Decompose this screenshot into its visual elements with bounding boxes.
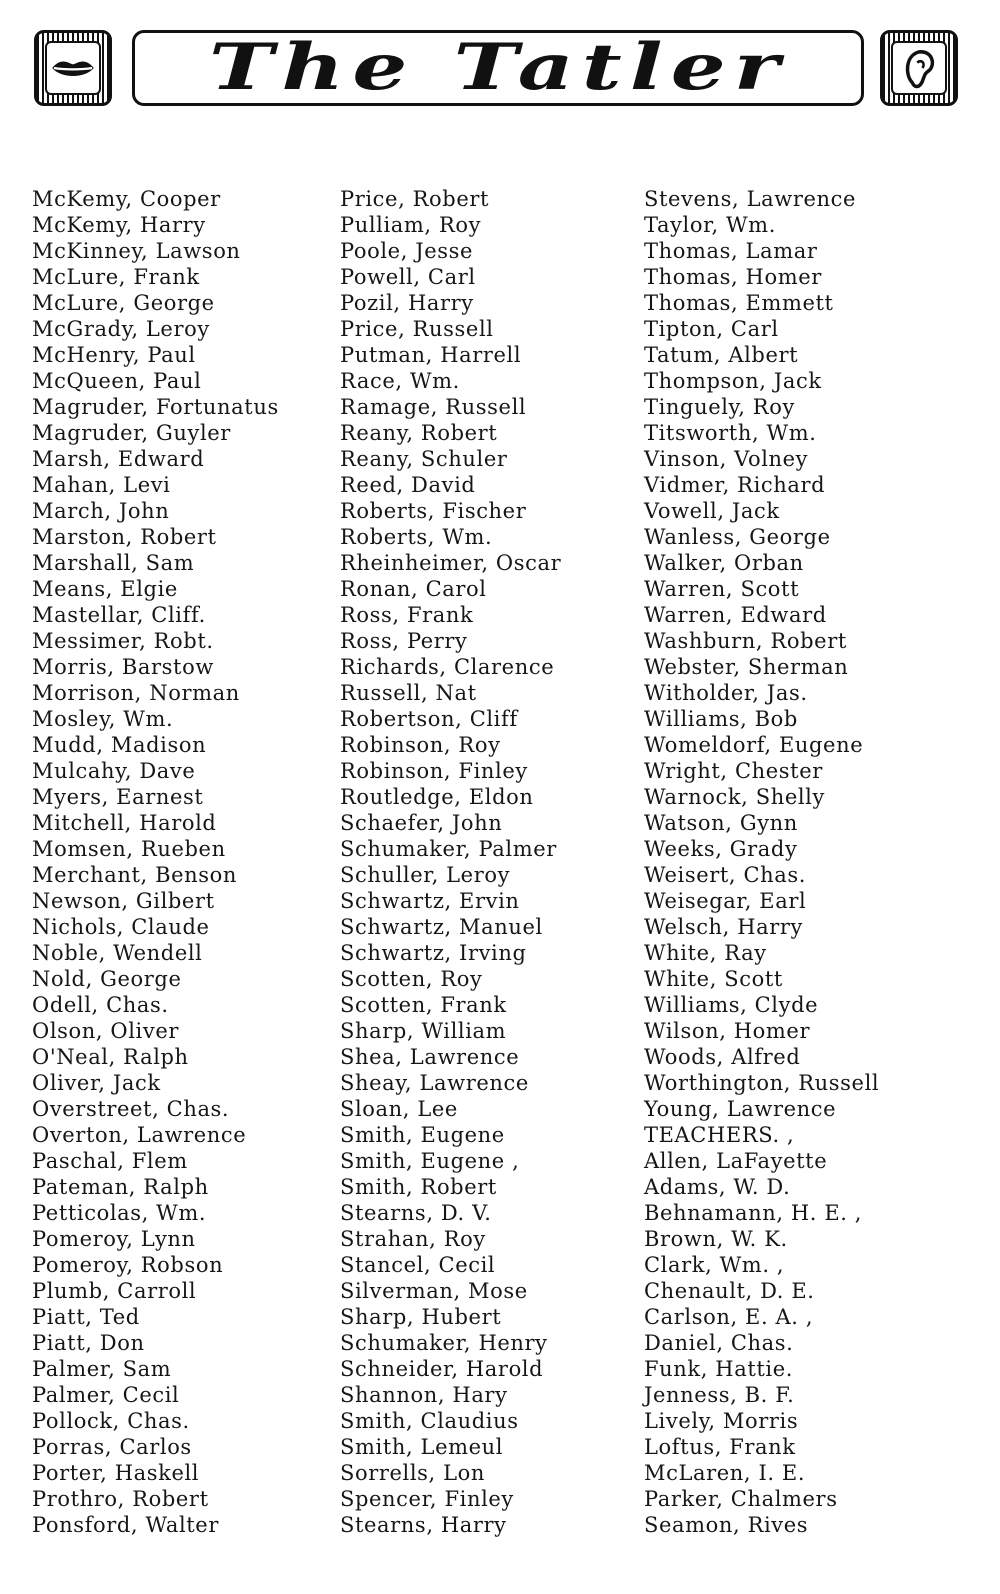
roster-name: Smith, Robert bbox=[340, 1175, 497, 1199]
roster-name: McKemy, Harry bbox=[32, 213, 206, 237]
roster-name: Jenness, B. F. bbox=[644, 1383, 795, 1407]
lips-emblem bbox=[34, 30, 112, 106]
roster-name: Loftus, Frank bbox=[644, 1435, 796, 1459]
roster-name: Strahan, Roy bbox=[340, 1227, 486, 1251]
roster-name: Race, Wm. bbox=[340, 369, 460, 393]
roster-name: Petticolas, Wm. bbox=[32, 1201, 207, 1225]
roster-name: Mitchell, Harold bbox=[32, 811, 217, 835]
roster-name: Titsworth, Wm. bbox=[644, 421, 817, 445]
roster-name: Lively, Morris bbox=[644, 1409, 799, 1433]
roster-name: Sharp, Hubert bbox=[340, 1305, 502, 1329]
roster-name: Silverman, Mose bbox=[340, 1279, 528, 1303]
roster-name: Mosley, Wm. bbox=[32, 707, 174, 731]
roster-name: Smith, Lemeul bbox=[340, 1435, 504, 1459]
roster-name: Piatt, Ted bbox=[32, 1305, 140, 1329]
roster-name: Messimer, Robt. bbox=[32, 629, 214, 653]
roster-name: Schwartz, Ervin bbox=[340, 889, 520, 913]
roster-name: Powell, Carl bbox=[340, 265, 476, 289]
roster-name: Shea, Lawrence bbox=[340, 1045, 520, 1069]
roster-name: Stancel, Cecil bbox=[340, 1253, 496, 1277]
roster-name: Washburn, Robert bbox=[644, 629, 847, 653]
roster-name: Myers, Earnest bbox=[32, 785, 204, 809]
roster-name: McHenry, Paul bbox=[32, 343, 196, 367]
roster-name: Schumaker, Henry bbox=[340, 1331, 548, 1355]
roster-name: Clark, Wm. , bbox=[644, 1253, 785, 1277]
roster-name: Adams, W. D. bbox=[644, 1175, 791, 1199]
roster-name: Roberts, Fischer bbox=[340, 499, 527, 523]
roster-name: Mulcahy, Dave bbox=[32, 759, 196, 783]
roster-name: White, Ray bbox=[644, 941, 767, 965]
roster-name: Richards, Clarence bbox=[340, 655, 555, 679]
roster-name: McKinney, Lawson bbox=[32, 239, 241, 263]
roster-name: Porter, Haskell bbox=[32, 1461, 200, 1485]
roster-name: Marsh, Edward bbox=[32, 447, 205, 471]
roster-name: Price, Russell bbox=[340, 317, 494, 341]
roster-name: Pateman, Ralph bbox=[32, 1175, 209, 1199]
roster-name: Pomeroy, Robson bbox=[32, 1253, 224, 1277]
roster-name: Magruder, Guyler bbox=[32, 421, 231, 445]
roster-name: Robinson, Finley bbox=[340, 759, 528, 783]
roster-name: Smith, Claudius bbox=[340, 1409, 519, 1433]
roster-name: Olson, Oliver bbox=[32, 1019, 180, 1043]
roster-name: Pomeroy, Lynn bbox=[32, 1227, 196, 1251]
roster-name: Shannon, Hary bbox=[340, 1383, 508, 1407]
roster-name: Sheay, Lawrence bbox=[340, 1071, 529, 1095]
roster-name: Noble, Wendell bbox=[32, 941, 203, 965]
roster-name: Chenault, D. E. bbox=[644, 1279, 815, 1303]
roster-name: Thomas, Emmett bbox=[644, 291, 834, 315]
roster-name: Porras, Carlos bbox=[32, 1435, 192, 1459]
roster-name: McQueen, Paul bbox=[32, 369, 202, 393]
roster-name: Vinson, Volney bbox=[644, 447, 809, 471]
roster-name: Schaefer, John bbox=[340, 811, 503, 835]
roster-name: Pozil, Harry bbox=[340, 291, 474, 315]
page-title: The Tatler bbox=[208, 30, 788, 105]
roster-name: Reany, Schuler bbox=[340, 447, 508, 471]
roster-name: McKemy, Cooper bbox=[32, 187, 221, 211]
roster-name: Pulliam, Roy bbox=[340, 213, 482, 237]
roster-name: Seamon, Rives bbox=[644, 1513, 809, 1537]
roster-name: Plumb, Carroll bbox=[32, 1279, 197, 1303]
roster-column-2 bbox=[340, 186, 561, 1538]
roster-name: Palmer, Cecil bbox=[32, 1383, 180, 1407]
roster-name: Stevens, Lawrence bbox=[644, 187, 857, 211]
roster-name: Warnock, Shelly bbox=[644, 785, 825, 809]
roster-name: Morrison, Norman bbox=[32, 681, 240, 705]
roster-name: Behnamann, H. E. , bbox=[644, 1201, 863, 1225]
roster-name: Stearns, Harry bbox=[340, 1513, 507, 1537]
roster-name: Schwartz, Irving bbox=[340, 941, 527, 965]
roster-name: Watson, Gynn bbox=[644, 811, 798, 835]
masthead bbox=[34, 28, 958, 110]
roster-name: Sorrells, Lon bbox=[340, 1461, 486, 1485]
roster-name: Scotten, Roy bbox=[340, 967, 483, 991]
roster-name: Young, Lawrence bbox=[644, 1097, 837, 1121]
roster-name: Smith, Eugene , bbox=[340, 1149, 520, 1173]
roster-name: Mastellar, Cliff. bbox=[32, 603, 206, 627]
roster-name: Schumaker, Palmer bbox=[340, 837, 557, 861]
roster-name: Price, Robert bbox=[340, 187, 490, 211]
roster-name: Brown, W. K. bbox=[644, 1227, 788, 1251]
roster-name: Overton, Lawrence bbox=[32, 1123, 247, 1147]
roster-name: Poole, Jesse bbox=[340, 239, 474, 263]
roster-name: Witholder, Jas. bbox=[644, 681, 808, 705]
roster-name: O'Neal, Ralph bbox=[32, 1045, 189, 1069]
roster-name: Ross, Perry bbox=[340, 629, 468, 653]
roster-name: Robinson, Roy bbox=[340, 733, 501, 757]
roster-name: Scotten, Frank bbox=[340, 993, 507, 1017]
roster-name: Ronan, Carol bbox=[340, 577, 487, 601]
roster-name: Overstreet, Chas. bbox=[32, 1097, 230, 1121]
roster-name: Russell, Nat bbox=[340, 681, 477, 705]
roster-name: Wright, Chester bbox=[644, 759, 823, 783]
roster-name: Taylor, Wm. bbox=[644, 213, 776, 237]
roster-name: Daniel, Chas. bbox=[644, 1331, 794, 1355]
roster-name: TEACHERS. , bbox=[644, 1123, 795, 1147]
roster-name: Vidmer, Richard bbox=[644, 473, 826, 497]
title-frame bbox=[132, 30, 864, 106]
roster-name: Oliver, Jack bbox=[32, 1071, 161, 1095]
roster-name: Morris, Barstow bbox=[32, 655, 214, 679]
roster-name: March, John bbox=[32, 499, 170, 523]
roster-name: Williams, Clyde bbox=[644, 993, 819, 1017]
roster-name: Parker, Chalmers bbox=[644, 1487, 838, 1511]
roster-name: Carlson, E. A. , bbox=[644, 1305, 814, 1329]
roster-name: Mudd, Madison bbox=[32, 733, 207, 757]
roster-name: Welsch, Harry bbox=[644, 915, 804, 939]
roster-name: Wanless, George bbox=[644, 525, 831, 549]
lips-icon bbox=[45, 41, 101, 95]
roster-name: Reed, David bbox=[340, 473, 476, 497]
roster-name: Roberts, Wm. bbox=[340, 525, 493, 549]
roster-name: Schneider, Harold bbox=[340, 1357, 544, 1381]
roster-name: Thomas, Homer bbox=[644, 265, 822, 289]
roster-name: Ramage, Russell bbox=[340, 395, 527, 419]
roster-name: Pollock, Chas. bbox=[32, 1409, 190, 1433]
roster-name: Tatum, Albert bbox=[644, 343, 799, 367]
roster-name: Webster, Sherman bbox=[644, 655, 849, 679]
roster-name: Funk, Hattie. bbox=[644, 1357, 794, 1381]
roster-name: Odell, Chas. bbox=[32, 993, 169, 1017]
roster-name: Vowell, Jack bbox=[644, 499, 780, 523]
roster-name: Prothro, Robert bbox=[32, 1487, 209, 1511]
roster-name: Williams, Bob bbox=[644, 707, 798, 731]
roster-name: Worthington, Russell bbox=[644, 1071, 880, 1095]
roster-name: Marshall, Sam bbox=[32, 551, 195, 575]
roster-name: Putman, Harrell bbox=[340, 343, 522, 367]
roster-name: Wilson, Homer bbox=[644, 1019, 811, 1043]
ear-icon bbox=[891, 41, 947, 95]
roster-name: Schwartz, Manuel bbox=[340, 915, 543, 939]
roster-name: Schuller, Leroy bbox=[340, 863, 511, 887]
roster-name: Spencer, Finley bbox=[340, 1487, 514, 1511]
roster-name: White, Scott bbox=[644, 967, 783, 991]
roster-column-1 bbox=[32, 186, 279, 1538]
roster-name: Rheinheimer, Oscar bbox=[340, 551, 562, 575]
roster-name: McLaren, I. E. bbox=[644, 1461, 806, 1485]
roster-name: Reany, Robert bbox=[340, 421, 498, 445]
roster-name: Momsen, Rueben bbox=[32, 837, 226, 861]
roster-name: Nichols, Claude bbox=[32, 915, 210, 939]
ear-emblem bbox=[880, 30, 958, 106]
roster-name: Womeldorf, Eugene bbox=[644, 733, 864, 757]
roster-name: Merchant, Benson bbox=[32, 863, 238, 887]
roster-column-3 bbox=[644, 186, 879, 1538]
roster-name: Sloan, Lee bbox=[340, 1097, 458, 1121]
roster-name: Routledge, Eldon bbox=[340, 785, 534, 809]
roster-name: McLure, Frank bbox=[32, 265, 200, 289]
roster-name: Magruder, Fortunatus bbox=[32, 395, 279, 419]
roster-name: McGrady, Leroy bbox=[32, 317, 210, 341]
roster-name: Palmer, Sam bbox=[32, 1357, 172, 1381]
roster-name: Newson, Gilbert bbox=[32, 889, 215, 913]
roster-name: Nold, George bbox=[32, 967, 182, 991]
roster-name: Sharp, William bbox=[340, 1019, 507, 1043]
roster-name: Marston, Robert bbox=[32, 525, 217, 549]
roster-name: Warren, Scott bbox=[644, 577, 800, 601]
roster-name: Tipton, Carl bbox=[644, 317, 779, 341]
roster-name: Woods, Alfred bbox=[644, 1045, 801, 1069]
roster-name: Mahan, Levi bbox=[32, 473, 171, 497]
roster-name: Ross, Frank bbox=[340, 603, 474, 627]
roster-name: Ponsford, Walter bbox=[32, 1513, 219, 1537]
roster-name: Means, Elgie bbox=[32, 577, 178, 601]
roster-name: McLure, George bbox=[32, 291, 215, 315]
roster-name: Tinguely, Roy bbox=[644, 395, 795, 419]
roster-name: Paschal, Flem bbox=[32, 1149, 188, 1173]
roster-name: Robertson, Cliff bbox=[340, 707, 518, 731]
roster-name: Stearns, D. V. bbox=[340, 1201, 492, 1225]
roster-name: Thompson, Jack bbox=[644, 369, 822, 393]
roster-name: Weeks, Grady bbox=[644, 837, 798, 861]
roster-name: Walker, Orban bbox=[644, 551, 804, 575]
roster-name: Weisert, Chas. bbox=[644, 863, 807, 887]
roster-name: Weisegar, Earl bbox=[644, 889, 807, 913]
roster-name: Allen, LaFayette bbox=[644, 1149, 828, 1173]
roster-name: Piatt, Don bbox=[32, 1331, 145, 1355]
roster-name: Warren, Edward bbox=[644, 603, 827, 627]
roster-name: Smith, Eugene bbox=[340, 1123, 505, 1147]
roster-name: Thomas, Lamar bbox=[644, 239, 818, 263]
